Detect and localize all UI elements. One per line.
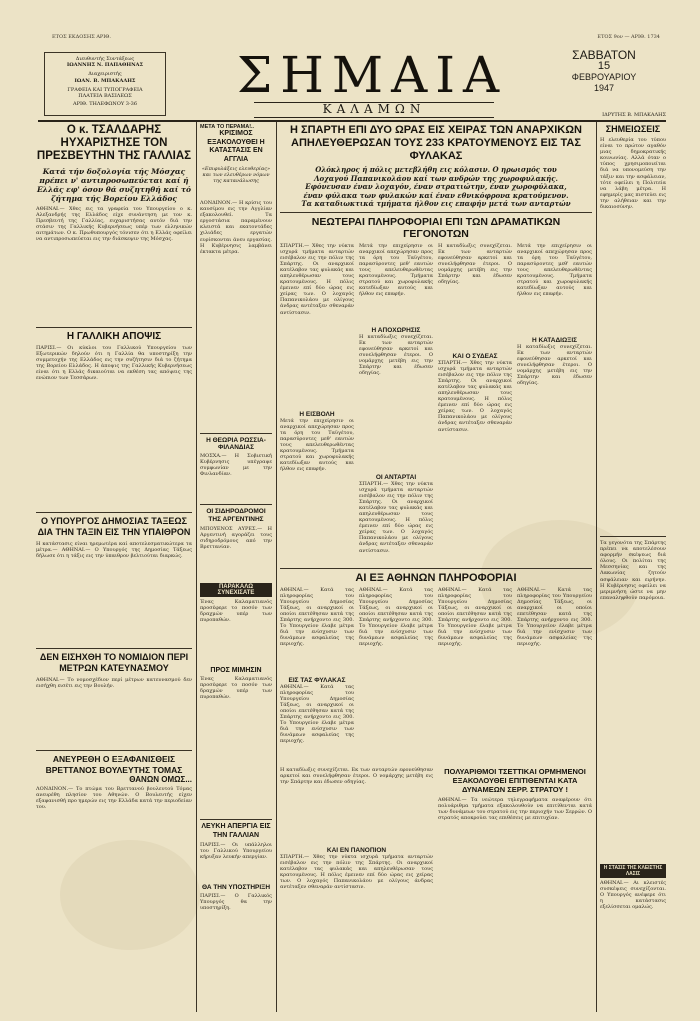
section-apoxorisis: Η ΑΠΟΧΩΡΗΣΙΣ xyxy=(371,326,421,334)
sparti-text-4b: Η καταδίωξις συνεχίζεται. Εκ των ανταρτών εφονεύθησαν αρκετοί και συνελήφθησαν έτεροι. Ο νομάρχης μετέβη εις την Σπάρτην και έδωσεν οδηγίας. xyxy=(517,343,592,387)
info-line: Διαχειριστής xyxy=(88,71,122,78)
date-day: ΣΑΒΒΑΤΟΝ xyxy=(572,48,636,62)
headline-ypostiriksi: ΘΑ ΤΗΝ ΥΠΟΣΤΗΡΙΞΗ xyxy=(201,884,271,891)
lead-tsaldaris: Κατά τήν δοξολογία τής Μόσχας πρέπει ν' αντιπροσωπεύεται καί ή Ελλάς εφ' όσον θά συζητηθή καί τό ζήτημα τής Βορείου Ελλάδος xyxy=(36,167,192,203)
athinon-text-3: ΑΘΗΝΑΙ.— Κατά τας πληροφορίας του Υπουργείου Δημοσίας Τάξεως, οι αναρχικοί οι οποίοι επετέθησαν κατά της Σπάρτης ανήρχοντο εις 300. Το Υπουργείον έλαβε μέτρα διά την ενίσχυσιν των δυνάμεων ασφαλείας της περιοχής. xyxy=(438,586,512,648)
article-anglia: ΛΟΝΔΙΝΟΝ.— Η κρίσις του καυσίμου εις την Αγγλίαν εξακολουθεί. Τα εργοστάσια παραμένουν κλειστά και εκατοντάδες χιλιάδες εργατών ευρίσκονται άνευ εργασίας. Η Κυβέρνησις λαμβάνει έκτακτα μέτρα. xyxy=(200,200,272,255)
headline-neoterai: ΝΕΩΤΕΡΑΙ ΠΛΗΡΟΦΟΡΙΑΙ ΕΠΙ ΤΩΝ ΔΡΑΜΑΤΙΚΩΝ ΓΕΓΟΝΟΤΩΝ xyxy=(311,215,561,240)
article-tsaldaris: ΑΘΗΝΑΙ.— Χθες εις τα γραφεία του Υπουργείου ο κ. Αλεξανδρής της Ελλάδος είχε συνάντηση με τον κ. Πρεσβευτή της Γαλλίας, ευχαριστήσας αυτόν διά την στάσιν της Γαλλικής Κυβερνήσεως υπέρ των ελληνικών αιτημάτων. Ο κ. Πρωθυπουργός τόνισεν ότι η Ελλάς οφείλει να αντιπροσωπεύεται εις την διάσκεψιν της Μόσχας. xyxy=(36,206,192,243)
headline-ypourgos: Ο ΥΠΟΥΡΓΟΣ ΔΗΜΟΣΙΑΣ ΤΑΞΕΩΣ ΔΙΑ ΤΗΝ ΤΑΞΙΝ ΕΙΣ ΤΗΝ ΥΠΑΙΘΡΟΝ xyxy=(37,516,191,537)
section-syndeas: ΚΑΙ Ο ΣΥΔΕΑΣ xyxy=(452,352,498,360)
article-nomidion: ΑΘΗΝΑΙ.— Το νομοσχέδιον περί μέτρων κατευνασμού δεν εισήχθη εισέτι εις την Βουλήν. xyxy=(36,677,192,690)
info-line: ΓΡΑΦΕΙΑ ΚΑΙ ΤΥΠΟΓΡΑΦΕΙΑ xyxy=(67,86,143,93)
lower-text-2: ΣΠΑΡΤΗ.— Χθες την νύκτα ισχυρά τμήματα ανταρτών εισέβαλον εις την πόλιν της Σπάρτης. Οι αναρχικοί κατέλαβον τας φυλακάς και απηλευθέρωσαν τους κρατουμένους. Η πόλις έμεινεν επί δύο ώρας εις χείρας των. Ο λοχαγός Παπανικολάου με ολίγους άνδρας αντέταξεν σθεναράν αντίστασιν. xyxy=(280,853,433,890)
sparti-columns xyxy=(280,243,592,565)
divider xyxy=(36,648,192,649)
divider xyxy=(36,750,192,751)
article-parakalo: Ένας Καλαματιανός προσέφερε το ποσόν των δραχμών υπέρ των πυροπαθών. xyxy=(200,599,272,624)
lead-sparti: Ολόκληρος ή πόλις μετεβλήθη εις κόλασιν. Ο ηρωισμός του Λοχαγού Παπανικολάου καί των ανδρών της χωροφυλακής. Εφόνευσαν έναν λοχαγόν, έναν στρατιώτην, έναν χωροφύλακα, έναν φύλακα των φυλακών καί έναν εθνικόφρονα κρατούμενον. Τα καταδιωκτικά τμήματα ήλθον εις επαφήν μετά των ανταρτών xyxy=(301,165,571,208)
athinon-text-2: ΑΘΗΝΑΙ.— Κατά τας πληροφορίας του Υπουργείου Δημοσίας Τάξεως, οι αναρχικοί οι οποίοι επετέθησαν κατά της Σπάρτης ανήρχοντο εις 300. Το Υπουργείον έλαβε μέτρα διά την ενίσχυσιν των δυνάμεων ασφαλείας της περιοχής. xyxy=(359,586,433,648)
info-line: Διευθυντής Συντάξεως xyxy=(75,56,135,62)
sparti-col-1 xyxy=(280,243,354,565)
issue-right: ΕΤΟΣ 9ον — ΑΡΙΘ. 1734 xyxy=(597,34,660,40)
section-fylakas: ΕΙΣ ΤΑΣ ΦΥΛΑΚΑΣ xyxy=(288,676,346,684)
column-right xyxy=(600,124,666,1014)
info-line: ΙΩΑΝ. Β. ΜΠΑΚΑΛΗΣ xyxy=(74,77,136,84)
lower-text-1: Η καταδίωξις συνεχίζεται. Εκ των ανταρτών εφονεύθησαν αρκετοί και συνελήφθησαν έτεροι. Ο νομάρχης μετέβη εις την Σπάρτην και έδωσεν οδηγίας. xyxy=(280,766,433,785)
sparti-col-2 xyxy=(359,243,433,565)
headline-galliki: Η ΓΑΛΛΙΚΗ ΑΠΟΨΙΣ xyxy=(66,331,162,342)
divider xyxy=(200,433,272,434)
kicker-perama: ΜΕΤΑ ΤΟ ΠΕΡΑΜΑ!.. xyxy=(200,124,255,130)
sparti-text-1: ΣΠΑΡΤΗ.— Χθες την νύκτα ισχυρά τμήματα ανταρτών εισέβαλον εις την πόλιν της Σπάρτης. Οι αναρχικοί κατέλαβον τας φυλακάς και απηλευθέρωσαν τους κρατουμένους. Η πόλις έμεινεν επί δύο ώρας εις χείρας των. Ο λοχαγός Παπανικολάου με ολίγους άνδρας αντέταξεν σθεναράν αντίστασιν. xyxy=(280,242,354,316)
newspaper-subtitle: ΚΑΛΑΜΩΝ xyxy=(254,102,494,118)
lower-center-right xyxy=(438,767,592,1003)
sparti-col-3 xyxy=(438,243,512,565)
article-ypourgos: Η κατάστασις είναι ηρεμωτέρα καί αποτελεσματικώτερα τα μέτρα.— ΑΘΗΝΑΙ.— Ο Υπουργός της Δημοσίας Τάξεως δήλωσε ότι η τάξις εις την ύπαιθρον βελτιούται διαρκώς. xyxy=(36,541,192,560)
article-finland: ΜΟΣΧΑ.— Η Σοβιετική Κυβέρνησις υπέγραψε συμφωνίαν με την Φινλανδίαν. xyxy=(200,453,272,478)
athinon-col-2 xyxy=(359,587,433,763)
headline-mimisin: ΠΡΟΣ ΜΙΜΗΣΙΝ xyxy=(210,667,262,674)
article-argentina: ΜΠΟΥΕΝΟΣ ΑΫΡΕΣ.— Η Αργεντινή αγοράζει τους σιδηροδρόμους από την Βρεττανίαν. xyxy=(200,526,272,551)
lower-center-left xyxy=(280,767,433,1003)
athinon-col-1 xyxy=(280,587,354,763)
column-rule xyxy=(196,122,197,1012)
headline-finland: Η ΘΕΩΡΙΑ ΡΩΣΣΙΑ-ΦΙΛΑΝΔΙΑΣ xyxy=(206,437,266,451)
newspaper-title: ΣΗΜΑΙΑ xyxy=(236,46,508,104)
athinon-text-1b: ΑΘΗΝΑΙ.— Κατά τας πληροφορίας του Υπουργείου Δημοσίας Τάξεως, οι αναρχικοί οι οποίοι επετέθησαν κατά της Σπάρτης ανήρχοντο εις 300. Το Υπουργείον έλαβε μέτρα διά την ενίσχυσιν των δυνάμεων ασφαλείας της περιοχής. xyxy=(280,683,354,745)
sparti-text-2: Μετά την επιχείρησιν οι αναρχικοί απεχώρησαν προς τα όρη του Ταϋγέτου, παρασύροντες μεθ' εαυτών τους απελευθερωθέντας κρατουμένους. Τμήματα στρατού και χωροφυλακής κατεδίωξαν αυτούς και ήλθον εις επαφήν. xyxy=(359,242,433,298)
date-year: 1947 xyxy=(593,83,615,93)
subhead-anglia: «Επιφυλάξεις ελευθερίας» και των ελευθέρων νόμων της κατανάλωσης xyxy=(201,166,271,185)
article-apergia: ΠΑΡΙΣΙ.— Οι υπάλληλοι του Γαλλικού Υπουργείου κήρυξαν λευκήν απεργίαν. xyxy=(200,842,272,861)
article-simeioseis-1: Η ελευθερία του τύπου είναι το πρώτον αγαθόν μιας δημοκρατικής κοινωνίας. Αλλά όταν ο τύπος χρησιμοποιείται διά να υπονομεύση την τάξιν και την ασφάλειαν, τότε οφείλει η Πολιτεία να λάβη μέτρα. Η εφημερίς μας πιστεύει εις την αλήθειαν και την δικαιοσύνην. xyxy=(600,137,666,211)
box-stasis: Η ΣΤΑΣΙΣ ΤΗΣ ΚΛΕΙΣΤΗΣ ΛΑΣΙΣ xyxy=(600,864,666,878)
issue-left: ΕΤΟΣ ΕΚΔΟΣΗΣ ΑΡΙΘ. xyxy=(52,34,111,40)
article-simeioseis-2: Τα γεγονότα της Σπάρτης πρέπει να αποτελέσουν αφορμήν σκέψεως διά όλους. Οι πολίται της Μεσσηνίας και της Λακωνίας ζητούν ασφάλειαν και ειρήνην. Η Κυβέρνησις οφείλει να μεριμνήση ώστε να μην επαναληφθούν παρόμοια. xyxy=(600,540,666,601)
sparti-col-4 xyxy=(517,243,592,565)
divider xyxy=(600,536,666,537)
date-box xyxy=(548,50,660,94)
date-number: 15 xyxy=(597,60,611,72)
column-rule xyxy=(596,122,597,1012)
article-stasis: ΑΘΗΝΑΙ.— Αι κλειστές συσκέψεις συνεχίζονται. Ο Υπουργός ανέφερε ότι η κατάστασις εξελίσσεται ομαλώς. xyxy=(600,880,666,911)
headline-serres: ΠΟΛΥΑΡΙΘΜΟΙ ΤΣΕΤΤΙΚΑΙ ΟΡΜΗΜΕΝΟΙ ΕΞΑΚΟΛΟΥΘΕΙ ΕΠΙΤΙΘΕΝΤΑΙ ΚΑΤΑ ΔΥΝΑΜΕΩΝ ΣΕΡΡ. ΣΤΡΑΤΟΥ ! xyxy=(444,766,586,794)
headline-anglia: ΚΡΙΣΙΜΟΣ ΕΞΑΚΟΛΟΥΘΕΙ Η ΚΑΤΑΣΤΑΣΙΣ ΕΝ ΑΓΓΛΙΑ xyxy=(207,130,265,163)
lower-center xyxy=(280,767,592,1003)
info-line: ΙΩΑΝΝΗΣ Ν. ΠΑΠΑΘΗΝΑΣ xyxy=(66,62,144,69)
athinon-text-4: ΑΘΗΝΑΙ.— Κατά τας πληροφορίας του Υπουργείου Δημοσίας Τάξεως, οι αναρχικοί οι οποίοι επετέθησαν κατά της Σπάρτης ανήρχοντο εις 300. Το Υπουργείον έλαβε μέτρα διά την ενίσχυσιν των δυνάμεων ασφαλείας της περιοχής. xyxy=(517,586,592,648)
divider xyxy=(36,327,192,328)
headline-argentina: ΟΙ ΣΙΔΗΡΟΔΡΟΜΟΙ ΤΗΣ ΑΡΓΕΝΤΙΝΗΣ xyxy=(206,508,266,523)
headline-athinon: ΑΙ ΕΞ ΑΘΗΝΩΝ ΠΛΗΡΟΦΟΡΙΑΙ xyxy=(355,571,517,584)
sparti-text-2b: Η καταδίωξις συνεχίζεται. Εκ των ανταρτών εφονεύθησαν αρκετοί και συνελήφθησαν έτεροι. Ο νομάρχης μετέβη εις την Σπάρτην και έδωσεν οδηγίας. xyxy=(359,333,433,377)
info-line: ΠΛΑΤΕΙΑ ΒΑΣΙΛΕΩΣ xyxy=(78,93,132,100)
box-parakalo: ΠΑΡΑΚΑΛΩ ΣΥΝΕΧΙΣΑΤΕ xyxy=(200,583,272,597)
article-ypostiriksi: ΠΑΡΙΣΙ.— Ο Γαλλικός Υπουργός θα την υποστηρίξη. xyxy=(200,893,272,912)
headline-simeioseis: ΣΗΜΕΙΩΣΕΙΣ xyxy=(605,124,661,134)
athinon-col-3 xyxy=(438,587,512,763)
headline-tomas-sub: ΘΑΝΩΝ ΟΜΩΣ... xyxy=(129,775,192,784)
info-line: ΑΡΙΘ. ΤΗΛΕΦΩΝΟΥ 3-36 xyxy=(72,101,138,108)
date-month: ΦΕΒΡΟΥΑΡΙΟΥ xyxy=(571,72,637,82)
section-antartai: ΟΙ ΑΝΤΑΡΤΑΙ xyxy=(375,473,417,481)
section-panoption: ΚΑΙ ΕΝ ΠΑΝΟΠΙΟΝ xyxy=(326,846,387,854)
divider xyxy=(280,568,592,569)
sparti-text-3: Η καταδίωξις συνεχίζεται. Εκ των ανταρτών εφονεύθησαν αρκετοί και συνελήφθησαν έτεροι. Ο νομάρχης μετέβη εις την Σπάρτην και έδωσεν οδηγίας. xyxy=(438,242,512,286)
column-second xyxy=(200,124,272,1014)
masthead xyxy=(38,46,666,122)
divider xyxy=(200,819,272,820)
article-serres: ΑΘΗΝΑΙ.— Τα νεώτερα τηλεγραφήματα αναφέρουν ότι πολυάριθμα τμήματα εξακολουθούν να επιτίθενται κατά των δυνάμεων του στρατού εις την περιοχήν των Σερρών. Ο στρατός αποκρούει τας επιθέσεις με επιτυχίαν. xyxy=(438,796,592,821)
headline-tomas: ΑΝΕΥΡΕΘΗ Ο ΕΞΑΦΑΝΙΣΘΕΙΣ ΒΡΕΤΤΑΝΟΣ ΒΟΥΛΕΥΤΗΣ ΤΟΜΑΣ xyxy=(45,754,183,775)
sparti-text-4: Μετά την επιχείρησιν οι αναρχικοί απεχώρησαν προς τα όρη του Ταϋγέτου, παρασύροντες μεθ' εαυτών τους απελευθερωθέντας κρατουμένους. Τμήματα στρατού και χωροφυλακής κατεδίωξαν αυτούς και ήλθον εις επαφήν. xyxy=(517,242,592,298)
athinon-columns xyxy=(280,587,592,763)
column-rule xyxy=(276,122,277,1012)
director-line: ΙΔΡΥΤΗΣ Β. ΜΠΑΚΑΛΗΣ xyxy=(602,112,666,118)
athinon-col-4 xyxy=(517,587,592,763)
sparti-text-3b: ΣΠΑΡΤΗ.— Χθες την νύκτα ισχυρά τμήματα ανταρτών εισέβαλον εις την πόλιν της Σπάρτης. Οι αναρχικοί κατέλαβον τας φυλακάς και απηλευθέρωσαν τους κρατουμένους. Η πόλις έμεινεν επί δύο ώρας εις χείρας των. Ο λοχαγός Παπανικολάου με ολίγους άνδρας αντέταξεν σθεναράν αντίστασιν. xyxy=(438,359,512,433)
headline-apergia: ΛΕΥΚΗ ΑΠΕΡΓΙΑ ΕΙΣ ΤΗΝ ΓΑΛΛΙΑΝ xyxy=(201,823,271,839)
divider xyxy=(280,212,592,213)
athinon-text-1: ΑΘΗΝΑΙ.— Κατά τας πληροφορίας του Υπουργείου Δημοσίας Τάξεως, οι αναρχικοί οι οποίοι επετέθησαν κατά της Σπάρτης ανήρχοντο εις 300. Το Υπουργείον έλαβε μέτρα διά την ενίσχυσιν των δυνάμεων ασφαλείας της περιοχής. xyxy=(280,586,354,648)
divider xyxy=(200,504,272,505)
headline-tsaldaris: Ο κ. ΤΣΑΛΔΑΡΗΣ ΗΥΧΑΡΙΣΤΗΣΕ ΤΟΝ ΠΡΕΣΒΕΥΤΗΝ ΤΗΣ ΓΑΛΛΙΑΣ xyxy=(36,124,192,162)
article-galliki: ΠΑΡΙΣΙ.— Οι κύκλοι του Γαλλικού Υπουργείου των Εξωτερικών δηλούν ότι η Γαλλία θα υποστηρίξη την συμμετοχήν της Ελλάδος εις την συζήτησιν διά το ζήτημα της Βορείου Ελλάδος. Η άποψις της Γαλλικής Κυβερνήσεως είναι ότι η Ελλάς δικαιούται να εκθέση τας απόψεις της ενώπιον των Τεσσάρων. xyxy=(36,345,192,382)
section-eisvoli: Η ΕΙΣΒΟΛΗ xyxy=(299,410,335,418)
masthead-info-box xyxy=(44,52,166,116)
headline-sparti-1: Η ΣΠΑΡΤΗ ΕΠΙ ΔΥΟ ΩΡΑΣ ΕΙΣ ΧΕΙΡΑΣ ΤΩΝ ΑΝΑΡΧΙΚΩΝ xyxy=(289,124,582,136)
headline-sparti-2: ΑΠΗΛΕΥΘΕΡΩΣΑΝ ΤΟΥΣ 233 ΚΡΑΤΟΥΜΕΝΟΥΣ ΕΙΣ ΤΑΣ ΦΥΛΑΚΑΣ xyxy=(291,137,581,162)
center-block xyxy=(280,124,592,1014)
column-left xyxy=(36,124,192,1014)
top-line xyxy=(52,34,660,44)
article-mimisin: Ένας Καλαματιανός προσέφερε το ποσόν των δραχμών υπέρ των πυροπαθών. xyxy=(200,676,272,701)
headline-nomidion: ΔΕΝ ΕΙΣΗΧΘΗ ΤΟ ΝΟΜΙΔΙΟΝ ΠΕΡΙ ΜΕΤΡΩΝ ΚΑΤΕΥΝΑΣΜΟΥ xyxy=(39,652,189,673)
section-katadioxis: Η ΚΑΤΑΔΙΩΞΙΣ xyxy=(531,336,578,344)
sparti-text-2c: ΣΠΑΡΤΗ.— Χθες την νύκτα ισχυρά τμήματα ανταρτών εισέβαλον εις την πόλιν της Σπάρτης. Οι αναρχικοί κατέλαβον τας φυλακάς και απηλευθέρωσαν τους κρατουμένους. Η πόλις έμεινεν επί δύο ώρας εις χείρας των. Ο λοχαγός Παπανικολάου με ολίγους άνδρας αντέταξεν σθεναράν αντίστασιν. xyxy=(359,480,433,554)
article-tomas: ΛΟΝΔΙΝΟΝ.— Το πτώμα του Βρεττανού βουλευτού Τόμας ανευρέθη πλησίον του Αθηνών. Ο Βουλευτής είχεν εξαφανισθή προ ημερών εις την Ελλάδα κατά την περιοδείαν του. xyxy=(36,786,192,811)
divider xyxy=(36,512,192,513)
sparti-text-1b: Μετά την επιχείρησιν οι αναρχικοί απεχώρησαν προς τα όρη του Ταϋγέτου, παρασύροντες μεθ' εαυτών τους απελευθερωθέντας κρατουμένους. Τμήματα στρατού και χωροφυλακής κατεδίωξαν αυτούς και ήλθον εις επαφήν. xyxy=(280,417,354,473)
